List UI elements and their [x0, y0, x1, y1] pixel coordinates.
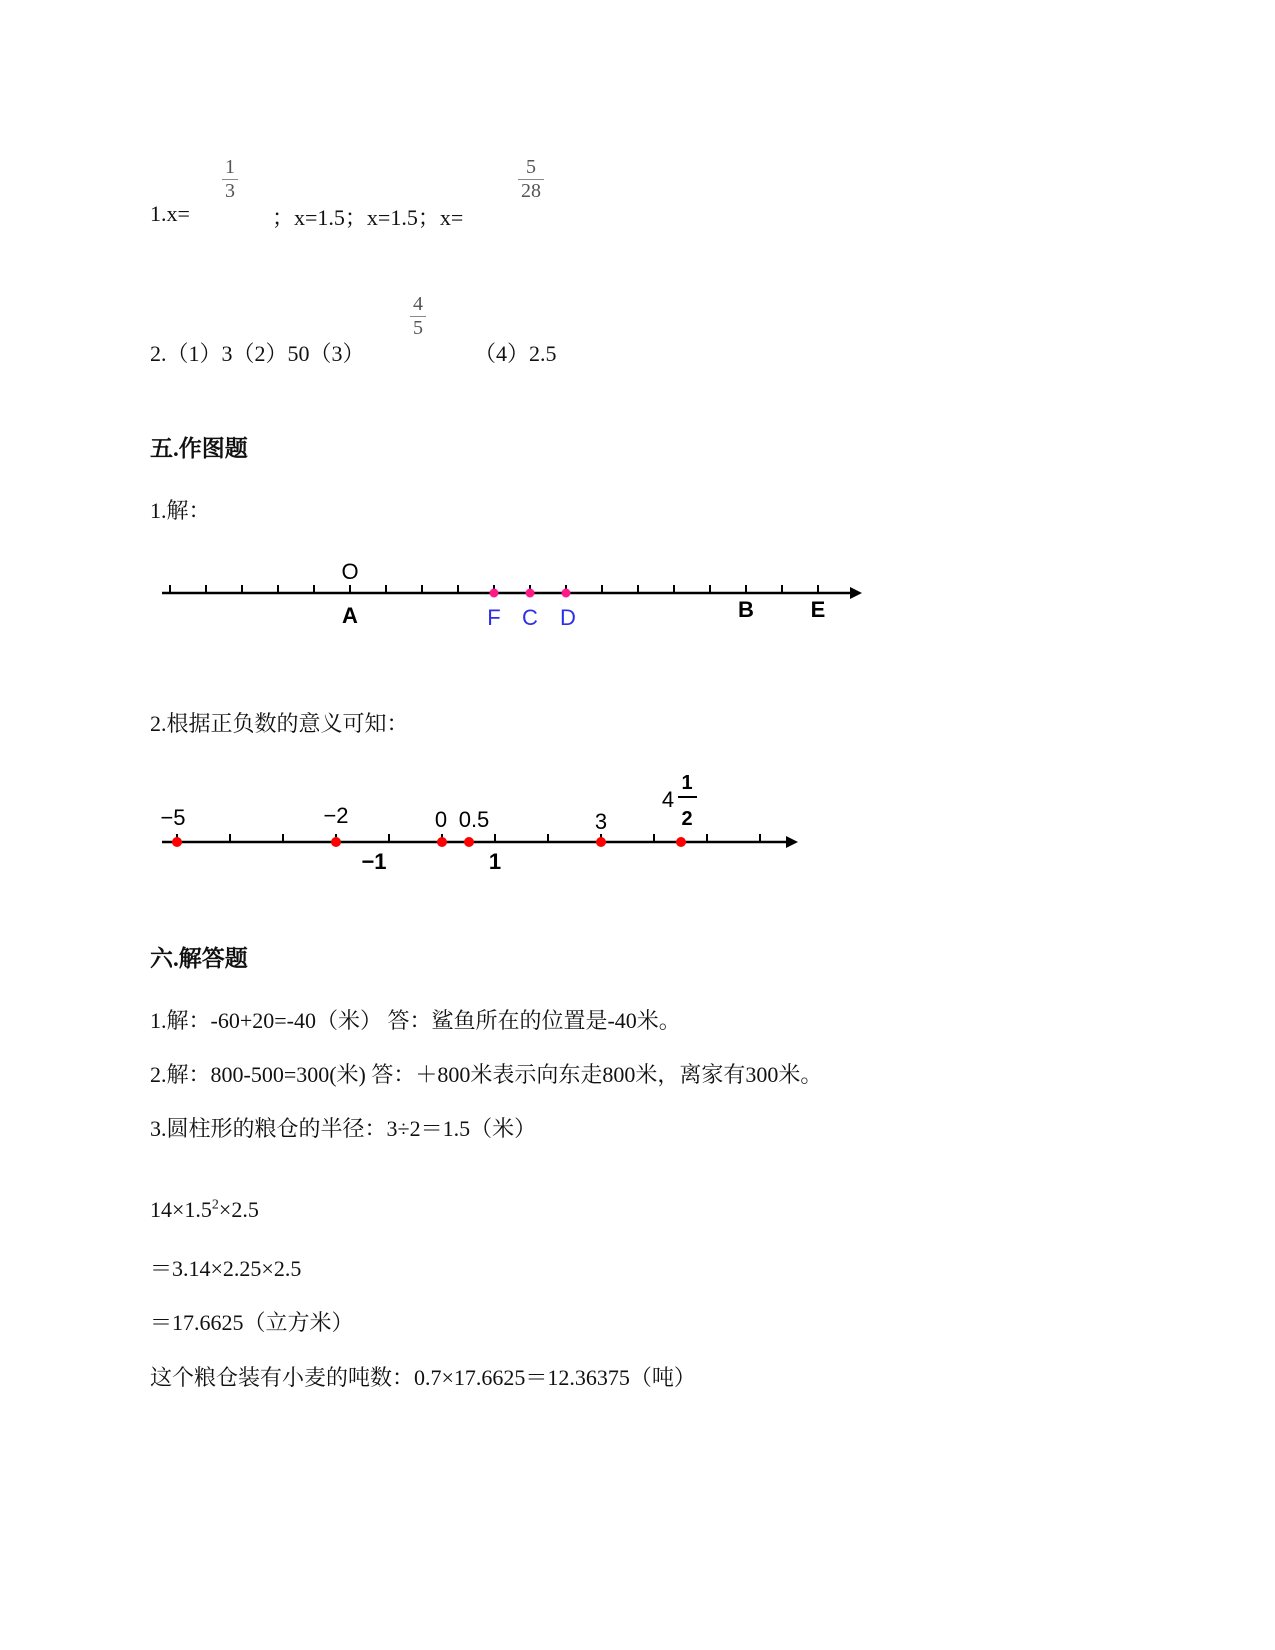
calc-1-base: 14×1.5 [150, 1197, 212, 1222]
calc-1-exponent: 2 [211, 1197, 219, 1213]
point-0 [437, 837, 447, 847]
fraction-four-fifths [410, 294, 426, 339]
number-line-1 [150, 555, 1050, 635]
fraction-numerator: 5 [526, 156, 536, 178]
label-3: 3 [594, 809, 608, 834]
fraction-denominator: 28 [521, 180, 541, 202]
section-5-title: 五.作图题 [150, 436, 248, 461]
label-1: 1 [488, 849, 502, 874]
fraction-one-third [222, 157, 238, 202]
section-5-item-2: 2.根据正负数的意义可知： [150, 711, 409, 736]
answer-6-2: 2.解：800-500=300(米) 答：＋800米表示向东走800米，离家有300米。 [150, 1062, 823, 1087]
label-o: O [341, 559, 359, 584]
label-0: 0 [434, 807, 448, 832]
point-c [526, 589, 535, 598]
label-f: F [487, 605, 501, 630]
label-a: A [342, 603, 358, 628]
fraction-denominator: 3 [225, 180, 235, 202]
point-d [562, 589, 571, 598]
answer-1-middle: ；x=1.5；x=1.5；x= [272, 205, 464, 230]
label-minus-5: −5 [160, 805, 186, 830]
fraction-numerator: 1 [225, 156, 235, 178]
point-minus-5 [172, 837, 182, 847]
label-4: 4 [661, 787, 675, 812]
point-minus-2 [331, 837, 341, 847]
answer-6-1: 1.解：-60+20=-40（米） 答：鲨鱼所在的位置是-40米。 [150, 1008, 681, 1033]
label-mixed-den: 2 [681, 808, 693, 830]
label-c: C [522, 605, 538, 630]
point-0-5 [464, 837, 474, 847]
label-mixed-num: 1 [681, 772, 693, 794]
number-line-2 [150, 765, 850, 895]
section-5-item-1: 1.解： [150, 498, 211, 523]
fraction-numerator: 4 [413, 293, 423, 315]
calc-1-rest: ×2.5 [218, 1197, 259, 1222]
fraction-five-28ths [518, 157, 544, 202]
calc-line-1 [150, 1197, 259, 1223]
label-0-5: 0.5 [458, 807, 490, 832]
arrow-head [850, 587, 862, 599]
calc-line-4: 这个粮仓装有小麦的吨数：0.7×17.6625＝12.36375（吨） [150, 1365, 696, 1390]
answer-6-3: 3.圆柱形的粮仓的半径：3÷2＝1.5（米） [150, 1116, 537, 1141]
label-b: B [738, 597, 754, 622]
point-3 [596, 837, 606, 847]
answer-2-suffix: （4）2.5 [474, 341, 557, 366]
fraction-denominator: 5 [413, 317, 423, 339]
calc-line-3: ＝17.6625（立方米） [150, 1310, 354, 1335]
answer-2-prefix: 2.（1）3（2）50（3） [150, 341, 365, 366]
section-6-title: 六.解答题 [150, 946, 248, 971]
label-minus-2: −2 [323, 803, 349, 828]
calc-line-2: ＝3.14×2.25×2.5 [150, 1256, 302, 1281]
point-f [490, 589, 499, 598]
label-e: E [810, 597, 826, 622]
answer-1-prefix: 1.x= [150, 201, 190, 226]
arrow-head [786, 836, 798, 848]
label-d: D [560, 605, 576, 630]
point-4-5 [676, 837, 686, 847]
label-minus-1: −1 [361, 849, 387, 874]
